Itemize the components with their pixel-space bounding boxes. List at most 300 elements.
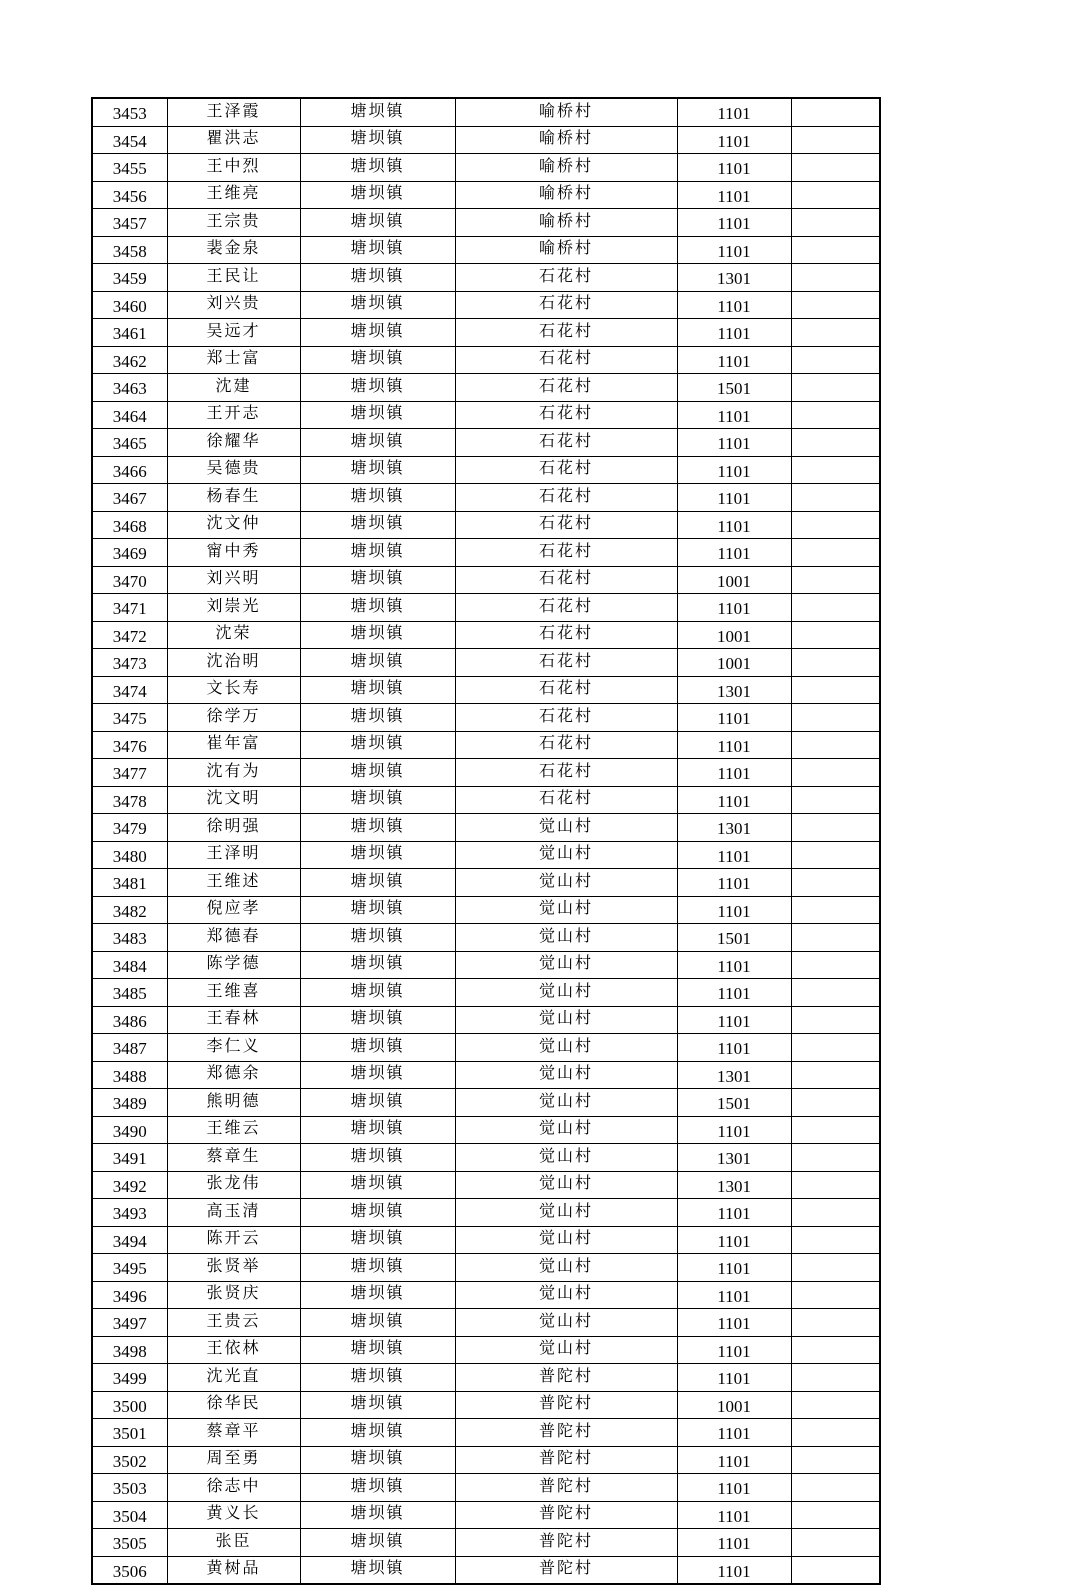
- remark-cell: [791, 264, 880, 292]
- village-cell: 石花村: [455, 319, 677, 347]
- code-cell: 1101: [677, 869, 791, 897]
- table-row: [92, 264, 880, 292]
- name-cell: 张贤举: [167, 1254, 300, 1282]
- remark-cell: [791, 951, 880, 979]
- table-row: [92, 1336, 880, 1364]
- village-cell: 石花村: [455, 759, 677, 787]
- code-cell: 1101: [677, 484, 791, 512]
- table-row: [92, 236, 880, 264]
- table-row: [92, 346, 880, 374]
- row-number-cell: 3456: [92, 181, 167, 209]
- row-number-cell: 3482: [92, 896, 167, 924]
- name-cell: 沈有为: [167, 759, 300, 787]
- remark-cell: [791, 621, 880, 649]
- table-row: [92, 1116, 880, 1144]
- name-cell: 王春林: [167, 1006, 300, 1034]
- name-cell: 郑德余: [167, 1061, 300, 1089]
- code-cell: 1101: [677, 759, 791, 787]
- remark-cell: [791, 1144, 880, 1172]
- table-row: [92, 1061, 880, 1089]
- village-cell: 觉山村: [455, 869, 677, 897]
- remark-cell: [791, 209, 880, 237]
- table-row: [92, 209, 880, 237]
- code-cell: 1101: [677, 1501, 791, 1529]
- row-number-cell: 3473: [92, 649, 167, 677]
- village-cell: 觉山村: [455, 814, 677, 842]
- row-number-cell: 3467: [92, 484, 167, 512]
- name-cell: 瞿洪志: [167, 126, 300, 154]
- row-number-cell: 3480: [92, 841, 167, 869]
- town-cell: 塘坝镇: [300, 869, 455, 897]
- village-cell: 觉山村: [455, 896, 677, 924]
- town-cell: 塘坝镇: [300, 1501, 455, 1529]
- remark-cell: [791, 291, 880, 319]
- remark-cell: [791, 484, 880, 512]
- town-cell: 塘坝镇: [300, 924, 455, 952]
- town-cell: 塘坝镇: [300, 594, 455, 622]
- row-number-cell: 3477: [92, 759, 167, 787]
- village-cell: 石花村: [455, 291, 677, 319]
- name-cell: 沈荣: [167, 621, 300, 649]
- remark-cell: [791, 704, 880, 732]
- table-row: [92, 1144, 880, 1172]
- town-cell: 塘坝镇: [300, 1061, 455, 1089]
- table-row: [92, 979, 880, 1007]
- town-cell: 塘坝镇: [300, 1309, 455, 1337]
- table-row: [92, 814, 880, 842]
- town-cell: 塘坝镇: [300, 401, 455, 429]
- code-cell: 1101: [677, 1446, 791, 1474]
- code-cell: 1101: [677, 1199, 791, 1227]
- row-number-cell: 3490: [92, 1116, 167, 1144]
- code-cell: 1101: [677, 1529, 791, 1557]
- name-cell: 王泽霞: [167, 98, 300, 126]
- village-cell: 觉山村: [455, 1226, 677, 1254]
- remark-cell: [791, 649, 880, 677]
- row-number-cell: 3475: [92, 704, 167, 732]
- row-number-cell: 3474: [92, 676, 167, 704]
- town-cell: 塘坝镇: [300, 539, 455, 567]
- village-cell: 觉山村: [455, 1061, 677, 1089]
- village-cell: 觉山村: [455, 1199, 677, 1227]
- name-cell: 张贤庆: [167, 1281, 300, 1309]
- row-number-cell: 3457: [92, 209, 167, 237]
- data-table: [91, 97, 881, 1585]
- row-number-cell: 3506: [92, 1556, 167, 1584]
- name-cell: 郑德春: [167, 924, 300, 952]
- remark-cell: [791, 429, 880, 457]
- village-cell: 觉山村: [455, 1309, 677, 1337]
- name-cell: 王贵云: [167, 1309, 300, 1337]
- village-cell: 石花村: [455, 456, 677, 484]
- remark-cell: [791, 841, 880, 869]
- remark-cell: [791, 1061, 880, 1089]
- remark-cell: [791, 924, 880, 952]
- name-cell: 刘兴贵: [167, 291, 300, 319]
- code-cell: 1101: [677, 731, 791, 759]
- village-cell: 石花村: [455, 484, 677, 512]
- name-cell: 徐耀华: [167, 429, 300, 457]
- table-row: [92, 1419, 880, 1447]
- village-cell: 石花村: [455, 676, 677, 704]
- table-row: [92, 1474, 880, 1502]
- table-row: [92, 759, 880, 787]
- table-row: [92, 1226, 880, 1254]
- code-cell: 1101: [677, 154, 791, 182]
- town-cell: 塘坝镇: [300, 1226, 455, 1254]
- town-cell: 塘坝镇: [300, 1034, 455, 1062]
- remark-cell: [791, 896, 880, 924]
- table-row: [92, 1556, 880, 1584]
- village-cell: 普陀村: [455, 1556, 677, 1584]
- table-row: [92, 1391, 880, 1419]
- table-row: [92, 484, 880, 512]
- village-cell: 觉山村: [455, 979, 677, 1007]
- table-row: [92, 924, 880, 952]
- table-row: [92, 676, 880, 704]
- town-cell: 塘坝镇: [300, 511, 455, 539]
- name-cell: 高玉清: [167, 1199, 300, 1227]
- table-row: [92, 896, 880, 924]
- remark-cell: [791, 759, 880, 787]
- row-number-cell: 3479: [92, 814, 167, 842]
- remark-cell: [791, 1116, 880, 1144]
- village-cell: 觉山村: [455, 924, 677, 952]
- name-cell: 徐华民: [167, 1391, 300, 1419]
- row-number-cell: 3461: [92, 319, 167, 347]
- remark-cell: [791, 1281, 880, 1309]
- village-cell: 普陀村: [455, 1474, 677, 1502]
- town-cell: 塘坝镇: [300, 1006, 455, 1034]
- remark-cell: [791, 594, 880, 622]
- name-cell: 王维喜: [167, 979, 300, 1007]
- name-cell: 蔡章平: [167, 1419, 300, 1447]
- remark-cell: [791, 1226, 880, 1254]
- row-number-cell: 3488: [92, 1061, 167, 1089]
- row-number-cell: 3496: [92, 1281, 167, 1309]
- row-number-cell: 3499: [92, 1364, 167, 1392]
- village-cell: 喻桥村: [455, 126, 677, 154]
- town-cell: 塘坝镇: [300, 484, 455, 512]
- remark-cell: [791, 1089, 880, 1117]
- code-cell: 1101: [677, 1309, 791, 1337]
- name-cell: 王中烈: [167, 154, 300, 182]
- remark-cell: [791, 1199, 880, 1227]
- village-cell: 石花村: [455, 511, 677, 539]
- town-cell: 塘坝镇: [300, 346, 455, 374]
- name-cell: 倪应孝: [167, 896, 300, 924]
- town-cell: 塘坝镇: [300, 236, 455, 264]
- remark-cell: [791, 676, 880, 704]
- remark-cell: [791, 1171, 880, 1199]
- name-cell: 刘崇光: [167, 594, 300, 622]
- code-cell: 1101: [677, 1364, 791, 1392]
- code-cell: 1101: [677, 429, 791, 457]
- name-cell: 裴金泉: [167, 236, 300, 264]
- table-row: [92, 126, 880, 154]
- name-cell: 熊明德: [167, 1089, 300, 1117]
- table-row: [92, 401, 880, 429]
- town-cell: 塘坝镇: [300, 126, 455, 154]
- town-cell: 塘坝镇: [300, 374, 455, 402]
- row-number-cell: 3460: [92, 291, 167, 319]
- name-cell: 沈文明: [167, 786, 300, 814]
- village-cell: 喻桥村: [455, 209, 677, 237]
- remark-cell: [791, 814, 880, 842]
- row-number-cell: 3464: [92, 401, 167, 429]
- village-cell: 觉山村: [455, 1171, 677, 1199]
- village-cell: 石花村: [455, 731, 677, 759]
- row-number-cell: 3465: [92, 429, 167, 457]
- table-row: [92, 511, 880, 539]
- town-cell: 塘坝镇: [300, 1364, 455, 1392]
- code-cell: 1301: [677, 1171, 791, 1199]
- name-cell: 甯中秀: [167, 539, 300, 567]
- code-cell: 1001: [677, 621, 791, 649]
- row-number-cell: 3486: [92, 1006, 167, 1034]
- row-number-cell: 3487: [92, 1034, 167, 1062]
- row-number-cell: 3471: [92, 594, 167, 622]
- code-cell: 1101: [677, 896, 791, 924]
- row-number-cell: 3453: [92, 98, 167, 126]
- code-cell: 1101: [677, 1116, 791, 1144]
- village-cell: 觉山村: [455, 1144, 677, 1172]
- table-row: [92, 731, 880, 759]
- code-cell: 1101: [677, 786, 791, 814]
- row-number-cell: 3476: [92, 731, 167, 759]
- town-cell: 塘坝镇: [300, 1391, 455, 1419]
- row-number-cell: 3503: [92, 1474, 167, 1502]
- name-cell: 徐志中: [167, 1474, 300, 1502]
- row-number-cell: 3502: [92, 1446, 167, 1474]
- table-row: [92, 649, 880, 677]
- name-cell: 蔡章生: [167, 1144, 300, 1172]
- code-cell: 1501: [677, 924, 791, 952]
- name-cell: 王维亮: [167, 181, 300, 209]
- village-cell: 普陀村: [455, 1446, 677, 1474]
- code-cell: 1101: [677, 1006, 791, 1034]
- town-cell: 塘坝镇: [300, 1171, 455, 1199]
- code-cell: 1101: [677, 1419, 791, 1447]
- remark-cell: [791, 98, 880, 126]
- remark-cell: [791, 1364, 880, 1392]
- remark-cell: [791, 346, 880, 374]
- row-number-cell: 3469: [92, 539, 167, 567]
- town-cell: 塘坝镇: [300, 731, 455, 759]
- town-cell: 塘坝镇: [300, 429, 455, 457]
- code-cell: 1301: [677, 1061, 791, 1089]
- code-cell: 1501: [677, 374, 791, 402]
- remark-cell: [791, 566, 880, 594]
- village-cell: 石花村: [455, 649, 677, 677]
- table-row: [92, 1364, 880, 1392]
- name-cell: 文长寿: [167, 676, 300, 704]
- code-cell: 1001: [677, 566, 791, 594]
- name-cell: 崔年富: [167, 731, 300, 759]
- code-cell: 1101: [677, 511, 791, 539]
- town-cell: 塘坝镇: [300, 951, 455, 979]
- town-cell: 塘坝镇: [300, 1089, 455, 1117]
- village-cell: 觉山村: [455, 1006, 677, 1034]
- code-cell: 1101: [677, 979, 791, 1007]
- village-cell: 石花村: [455, 704, 677, 732]
- town-cell: 塘坝镇: [300, 566, 455, 594]
- remark-cell: [791, 401, 880, 429]
- code-cell: 1101: [677, 1336, 791, 1364]
- table-row: [92, 1529, 880, 1557]
- table-row: [92, 869, 880, 897]
- village-cell: 石花村: [455, 346, 677, 374]
- name-cell: 吴德贵: [167, 456, 300, 484]
- town-cell: 塘坝镇: [300, 704, 455, 732]
- town-cell: 塘坝镇: [300, 649, 455, 677]
- code-cell: 1101: [677, 209, 791, 237]
- code-cell: 1101: [677, 1474, 791, 1502]
- town-cell: 塘坝镇: [300, 319, 455, 347]
- row-number-cell: 3501: [92, 1419, 167, 1447]
- code-cell: 1101: [677, 704, 791, 732]
- remark-cell: [791, 1034, 880, 1062]
- remark-cell: [791, 731, 880, 759]
- town-cell: 塘坝镇: [300, 786, 455, 814]
- code-cell: 1101: [677, 291, 791, 319]
- row-number-cell: 3454: [92, 126, 167, 154]
- town-cell: 塘坝镇: [300, 209, 455, 237]
- village-cell: 石花村: [455, 401, 677, 429]
- remark-cell: [791, 1254, 880, 1282]
- code-cell: 1501: [677, 1089, 791, 1117]
- name-cell: 王维云: [167, 1116, 300, 1144]
- table-row: [92, 539, 880, 567]
- village-cell: 觉山村: [455, 1254, 677, 1282]
- code-cell: 1101: [677, 1034, 791, 1062]
- name-cell: 黄义长: [167, 1501, 300, 1529]
- table-row: [92, 621, 880, 649]
- name-cell: 王民让: [167, 264, 300, 292]
- name-cell: 郑士富: [167, 346, 300, 374]
- village-cell: 普陀村: [455, 1419, 677, 1447]
- name-cell: 吴远才: [167, 319, 300, 347]
- row-number-cell: 3504: [92, 1501, 167, 1529]
- remark-cell: [791, 1336, 880, 1364]
- remark-cell: [791, 1474, 880, 1502]
- town-cell: 塘坝镇: [300, 181, 455, 209]
- name-cell: 王泽明: [167, 841, 300, 869]
- table-row: [92, 181, 880, 209]
- remark-cell: [791, 1006, 880, 1034]
- village-cell: 觉山村: [455, 841, 677, 869]
- code-cell: 1001: [677, 1391, 791, 1419]
- remark-cell: [791, 1419, 880, 1447]
- row-number-cell: 3500: [92, 1391, 167, 1419]
- table-row: [92, 98, 880, 126]
- row-number-cell: 3491: [92, 1144, 167, 1172]
- remark-cell: [791, 1501, 880, 1529]
- town-cell: 塘坝镇: [300, 456, 455, 484]
- code-cell: 1301: [677, 264, 791, 292]
- village-cell: 喻桥村: [455, 154, 677, 182]
- table-row: [92, 1254, 880, 1282]
- table-row: [92, 1034, 880, 1062]
- town-cell: 塘坝镇: [300, 1199, 455, 1227]
- table-row: [92, 841, 880, 869]
- row-number-cell: 3472: [92, 621, 167, 649]
- row-number-cell: 3459: [92, 264, 167, 292]
- town-cell: 塘坝镇: [300, 1529, 455, 1557]
- town-cell: 塘坝镇: [300, 676, 455, 704]
- code-cell: 1301: [677, 676, 791, 704]
- code-cell: 1001: [677, 649, 791, 677]
- village-cell: 石花村: [455, 621, 677, 649]
- name-cell: 沈文仲: [167, 511, 300, 539]
- remark-cell: [791, 1391, 880, 1419]
- name-cell: 杨春生: [167, 484, 300, 512]
- row-number-cell: 3470: [92, 566, 167, 594]
- name-cell: 徐学万: [167, 704, 300, 732]
- table-row: [92, 594, 880, 622]
- code-cell: 1101: [677, 1556, 791, 1584]
- code-cell: 1101: [677, 1226, 791, 1254]
- remark-cell: [791, 319, 880, 347]
- town-cell: 塘坝镇: [300, 1116, 455, 1144]
- row-number-cell: 3484: [92, 951, 167, 979]
- table-row: [92, 786, 880, 814]
- town-cell: 塘坝镇: [300, 814, 455, 842]
- town-cell: 塘坝镇: [300, 1144, 455, 1172]
- row-number-cell: 3494: [92, 1226, 167, 1254]
- code-cell: 1101: [677, 181, 791, 209]
- table-row: [92, 291, 880, 319]
- table-row: [92, 951, 880, 979]
- code-cell: 1101: [677, 594, 791, 622]
- row-number-cell: 3468: [92, 511, 167, 539]
- code-cell: 1101: [677, 539, 791, 567]
- remark-cell: [791, 1309, 880, 1337]
- remark-cell: [791, 1446, 880, 1474]
- name-cell: 沈治明: [167, 649, 300, 677]
- name-cell: 徐明强: [167, 814, 300, 842]
- table-row: [92, 374, 880, 402]
- village-cell: 普陀村: [455, 1391, 677, 1419]
- table-row: [92, 1171, 880, 1199]
- village-cell: 普陀村: [455, 1529, 677, 1557]
- code-cell: 1301: [677, 1144, 791, 1172]
- row-number-cell: 3498: [92, 1336, 167, 1364]
- table-row: [92, 1199, 880, 1227]
- remark-cell: [791, 236, 880, 264]
- village-cell: 喻桥村: [455, 236, 677, 264]
- remark-cell: [791, 786, 880, 814]
- town-cell: 塘坝镇: [300, 1281, 455, 1309]
- row-number-cell: 3485: [92, 979, 167, 1007]
- name-cell: 李仁义: [167, 1034, 300, 1062]
- row-number-cell: 3462: [92, 346, 167, 374]
- remark-cell: [791, 979, 880, 1007]
- village-cell: 觉山村: [455, 1116, 677, 1144]
- village-cell: 喻桥村: [455, 98, 677, 126]
- village-cell: 觉山村: [455, 1034, 677, 1062]
- name-cell: 周至勇: [167, 1446, 300, 1474]
- row-number-cell: 3463: [92, 374, 167, 402]
- town-cell: 塘坝镇: [300, 1336, 455, 1364]
- row-number-cell: 3458: [92, 236, 167, 264]
- town-cell: 塘坝镇: [300, 841, 455, 869]
- code-cell: 1101: [677, 951, 791, 979]
- row-number-cell: 3493: [92, 1199, 167, 1227]
- village-cell: 石花村: [455, 539, 677, 567]
- code-cell: 1101: [677, 319, 791, 347]
- town-cell: 塘坝镇: [300, 979, 455, 1007]
